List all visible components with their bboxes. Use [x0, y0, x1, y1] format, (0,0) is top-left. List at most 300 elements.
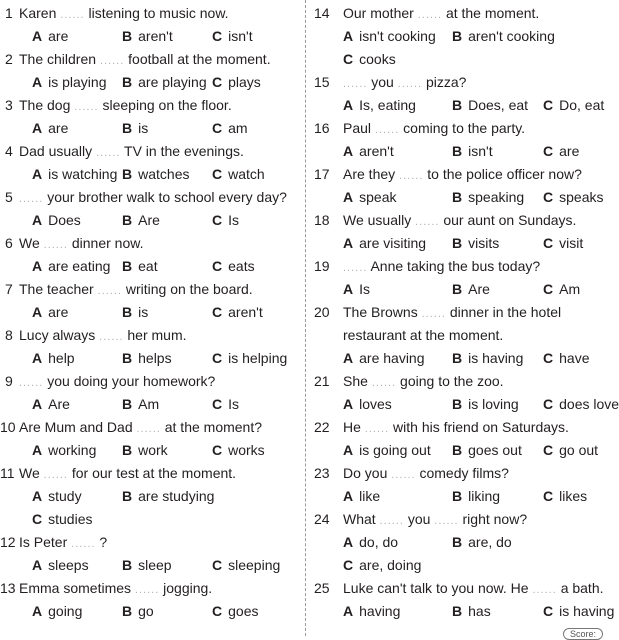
stem-text: our aunt on Sundays.	[443, 212, 577, 228]
option-text: speaks	[559, 189, 604, 205]
option-letter: C	[543, 189, 554, 205]
stem-text: sleeping on the floor.	[102, 97, 232, 113]
option-text: aren't	[359, 143, 394, 159]
option-text: cooks	[359, 51, 396, 67]
question-number: 19	[314, 258, 330, 274]
question-stem	[314, 462, 611, 485]
answer-options	[0, 508, 300, 531]
option-text: speak	[359, 189, 397, 205]
option-letter: A	[32, 442, 43, 458]
question-number: 11	[0, 465, 15, 481]
option-letter: A	[32, 258, 43, 274]
option-a[interactable]	[32, 347, 75, 370]
option-text: Is	[228, 212, 240, 228]
option-letter: A	[343, 396, 354, 412]
stem-text: restaurant at the moment.	[343, 327, 504, 343]
option-b[interactable]	[452, 140, 493, 163]
stem-text: The dog	[19, 97, 71, 113]
answer-options	[0, 393, 300, 416]
option-text: Are	[48, 396, 70, 412]
answer-gap: ......	[379, 515, 404, 527]
option-a[interactable]	[32, 71, 107, 94]
question-stem	[314, 255, 611, 278]
option-text: is having	[559, 603, 615, 619]
answer-options	[0, 163, 300, 186]
option-text: aren't	[228, 304, 263, 320]
answer-gap: ......	[97, 285, 122, 297]
option-text: goes	[228, 603, 259, 619]
option-letter: A	[343, 189, 354, 205]
option-letter: B	[122, 442, 133, 458]
option-letter: B	[122, 28, 133, 44]
question-number: 12	[0, 534, 16, 550]
stem-text: Are they	[343, 166, 396, 182]
option-letter: C	[212, 350, 223, 366]
option-text: having	[359, 603, 401, 619]
question-stem	[314, 416, 611, 439]
answer-gap: ......	[74, 101, 99, 113]
option-letter: A	[32, 557, 43, 573]
option-text: sleeping	[228, 557, 281, 573]
option-a[interactable]	[343, 439, 431, 462]
option-letter: B	[452, 534, 463, 550]
stem-text: coming to the party.	[403, 120, 526, 136]
option-b[interactable]	[122, 554, 172, 577]
answer-options	[0, 485, 300, 508]
option-letter: B	[122, 603, 133, 619]
option-b[interactable]	[452, 232, 499, 255]
option-c[interactable]	[212, 163, 265, 186]
question-number: 2	[5, 51, 13, 67]
question-stem	[314, 301, 611, 324]
option-text: study	[48, 488, 82, 504]
answer-options	[314, 531, 611, 554]
option-letter: A	[343, 488, 354, 504]
question-stem	[0, 94, 300, 117]
stem-text: dinner in the hotel	[449, 304, 562, 320]
question-number: 6	[5, 235, 13, 251]
option-letter: A	[343, 235, 354, 251]
answer-options	[0, 117, 300, 140]
option-a[interactable]	[343, 25, 436, 48]
option-letter: B	[122, 120, 133, 136]
questions-right-column	[314, 2, 619, 623]
option-c[interactable]	[543, 439, 598, 462]
option-a[interactable]	[32, 301, 68, 324]
option-text: speaking	[468, 189, 525, 205]
answer-gap: ......	[399, 170, 424, 182]
stem-text: a bath.	[560, 580, 604, 596]
option-text: Am	[559, 281, 581, 297]
option-b[interactable]	[122, 301, 148, 324]
answer-gap: ......	[343, 262, 368, 274]
option-a[interactable]	[32, 600, 82, 623]
option-b[interactable]	[122, 117, 148, 140]
option-text: is having	[468, 350, 524, 366]
option-a[interactable]	[343, 393, 392, 416]
option-c[interactable]	[343, 48, 396, 71]
option-letter: B	[122, 396, 133, 412]
option-a[interactable]	[32, 117, 68, 140]
option-letter: C	[543, 143, 554, 159]
question-stem	[314, 577, 611, 600]
stem-text: dinner now.	[71, 235, 144, 251]
option-a[interactable]	[343, 600, 400, 623]
option-c[interactable]	[212, 347, 287, 370]
stem-text: Luke can't talk to you now. He	[343, 580, 529, 596]
stem-text: right now?	[462, 511, 528, 527]
question-number: 3	[5, 97, 13, 113]
option-letter: B	[122, 258, 133, 274]
answer-gap: ......	[19, 377, 44, 389]
option-letter: A	[32, 74, 43, 90]
stem-text: you	[371, 74, 394, 90]
option-text: helps	[138, 350, 172, 366]
column-divider	[305, 0, 306, 636]
option-text: plays	[228, 74, 261, 90]
stem-text: ?	[99, 534, 108, 550]
answer-gap: ......	[43, 469, 68, 481]
answer-gap: ......	[532, 584, 557, 596]
stem-text: writing on the board.	[125, 281, 253, 297]
stem-text: Lucy always	[19, 327, 96, 343]
answer-options	[314, 140, 611, 163]
option-letter: C	[543, 396, 554, 412]
option-text: Do, eat	[559, 97, 605, 113]
stem-text: Karen	[19, 5, 57, 21]
answer-gap: ......	[134, 584, 160, 596]
question-number: 23	[314, 465, 330, 481]
option-b[interactable]	[122, 25, 173, 48]
option-c[interactable]	[32, 508, 92, 531]
option-text: works	[228, 442, 265, 458]
answer-gap: ......	[136, 423, 161, 435]
question-number: 9	[5, 373, 13, 389]
question-number: 20	[314, 304, 330, 320]
question-number: 8	[5, 327, 13, 343]
option-b[interactable]	[452, 278, 490, 301]
option-b[interactable]	[452, 485, 500, 508]
option-letter: C	[32, 511, 43, 527]
question-stem	[314, 117, 611, 140]
option-text: is playing	[48, 74, 107, 90]
answer-gap: ......	[417, 9, 443, 21]
option-letter: A	[343, 97, 354, 113]
option-c[interactable]	[212, 255, 255, 278]
option-text: isn't	[468, 143, 493, 159]
option-a[interactable]	[343, 531, 398, 554]
option-text: Does	[48, 212, 81, 228]
stem-text: at the moment?	[164, 419, 263, 435]
option-b[interactable]	[452, 439, 522, 462]
stem-text: comedy films?	[419, 465, 509, 481]
option-c[interactable]	[212, 117, 248, 140]
answer-gap: ......	[99, 55, 125, 67]
question-stem	[0, 2, 300, 25]
answer-options	[0, 554, 300, 577]
option-a[interactable]	[343, 278, 370, 301]
option-a[interactable]	[343, 140, 394, 163]
option-text: are studying	[138, 488, 215, 504]
answer-gap: ......	[19, 193, 44, 205]
option-c[interactable]	[543, 278, 580, 301]
option-text: isn't	[228, 28, 253, 44]
stem-text: He	[343, 419, 361, 435]
question-stem	[314, 71, 611, 94]
option-b[interactable]	[122, 347, 172, 370]
option-text: likes	[559, 488, 588, 504]
option-text: eat	[138, 258, 158, 274]
option-a[interactable]	[32, 255, 110, 278]
option-c[interactable]	[212, 600, 258, 623]
option-b[interactable]	[452, 531, 512, 554]
option-b[interactable]	[452, 94, 528, 117]
answer-options	[314, 347, 611, 370]
option-b[interactable]	[452, 186, 524, 209]
option-letter: C	[543, 350, 554, 366]
option-a[interactable]	[32, 439, 96, 462]
stem-text: The teacher	[19, 281, 94, 297]
question-number: 5	[5, 189, 13, 205]
option-letter: C	[543, 603, 554, 619]
option-c[interactable]	[543, 94, 604, 117]
option-a[interactable]	[343, 485, 380, 508]
option-b[interactable]	[122, 485, 214, 508]
option-b[interactable]	[122, 393, 159, 416]
option-text: is	[138, 120, 149, 136]
stem-text: We usually	[343, 212, 412, 228]
option-letter: C	[343, 557, 354, 573]
option-text: does love	[559, 396, 619, 412]
option-b[interactable]	[122, 209, 160, 232]
option-c[interactable]	[212, 393, 239, 416]
option-letter: B	[452, 235, 463, 251]
option-text: like	[359, 488, 381, 504]
stem-text: with his friend on Saturdays.	[393, 419, 569, 435]
answer-options	[0, 209, 300, 232]
option-text: sleep	[138, 557, 172, 573]
option-b[interactable]	[452, 393, 519, 416]
option-a[interactable]	[343, 94, 416, 117]
option-letter: B	[122, 304, 133, 320]
option-c[interactable]	[543, 393, 619, 416]
option-letter: C	[543, 235, 554, 251]
option-letter: A	[32, 396, 43, 412]
option-letter: B	[452, 442, 463, 458]
option-letter: A	[343, 603, 354, 619]
question-stem	[314, 163, 611, 186]
option-letter: C	[212, 166, 223, 182]
option-b[interactable]	[452, 347, 523, 370]
option-c[interactable]	[543, 600, 614, 623]
option-c[interactable]	[543, 347, 589, 370]
question-stem	[0, 278, 300, 301]
option-c[interactable]	[212, 301, 263, 324]
option-a[interactable]	[32, 485, 82, 508]
option-letter: B	[452, 143, 463, 159]
option-letter: C	[543, 281, 554, 297]
option-letter: C	[543, 488, 554, 504]
question-number: 17	[314, 166, 330, 182]
option-text: Am	[138, 396, 160, 412]
option-a[interactable]	[32, 393, 70, 416]
option-b[interactable]	[122, 71, 207, 94]
stem-text: you	[407, 511, 431, 527]
option-letter: C	[212, 258, 223, 274]
option-letter: C	[212, 74, 223, 90]
stem-text: Anne taking the bus today?	[370, 258, 541, 274]
option-b[interactable]	[452, 600, 491, 623]
answer-options	[314, 25, 611, 48]
stem-text: We	[19, 235, 40, 251]
stem-text: for our test at the moment.	[71, 465, 237, 481]
option-letter: B	[452, 97, 463, 113]
option-letter: A	[343, 281, 354, 297]
question-stem	[0, 577, 300, 600]
option-letter: B	[122, 350, 133, 366]
option-letter: B	[452, 350, 463, 366]
option-text: is going out	[359, 442, 431, 458]
option-a[interactable]	[32, 163, 117, 186]
question-stem	[0, 416, 300, 439]
option-letter: A	[32, 166, 43, 182]
question-number: 14	[314, 5, 330, 21]
question-number: 13	[0, 580, 16, 596]
answer-gap: ......	[397, 78, 423, 90]
score-box: Score:	[563, 628, 603, 640]
option-c[interactable]	[212, 25, 253, 48]
option-letter: B	[452, 28, 463, 44]
option-a[interactable]	[32, 209, 81, 232]
answer-options	[314, 94, 611, 117]
stem-text: Do you	[343, 465, 388, 481]
option-letter: A	[343, 28, 354, 44]
stem-text: pizza?	[425, 74, 467, 90]
option-letter: B	[452, 603, 463, 619]
stem-text: The Browns	[343, 304, 418, 320]
option-a[interactable]	[343, 232, 426, 255]
option-c[interactable]	[543, 232, 583, 255]
option-letter: C	[212, 442, 223, 458]
option-text: am	[228, 120, 248, 136]
answer-gap: ......	[374, 124, 400, 136]
option-c[interactable]	[543, 186, 603, 209]
option-text: aren't cooking	[468, 28, 555, 44]
option-c[interactable]	[212, 554, 280, 577]
option-c[interactable]	[343, 554, 421, 577]
answer-gap: ......	[43, 239, 68, 251]
option-text: Is	[359, 281, 371, 297]
option-text: are having	[359, 350, 425, 366]
answer-options	[314, 554, 611, 577]
option-letter: A	[343, 143, 354, 159]
option-c[interactable]	[212, 209, 239, 232]
option-b[interactable]	[452, 25, 555, 48]
option-b[interactable]	[122, 163, 189, 186]
option-c[interactable]	[543, 140, 579, 163]
option-letter: A	[343, 442, 354, 458]
option-letter: A	[32, 212, 43, 228]
answer-options	[314, 600, 615, 623]
option-text: are, doing	[359, 557, 422, 573]
stem-text: Our mother	[343, 5, 414, 21]
option-text: Is	[228, 396, 240, 412]
stem-text: Are Mum and Dad	[19, 419, 133, 435]
option-text: going	[48, 603, 83, 619]
question-number: 22	[314, 419, 330, 435]
answer-options	[314, 278, 611, 301]
question-number: 16	[314, 120, 330, 136]
option-text: are	[48, 304, 69, 320]
option-text: Are	[468, 281, 490, 297]
stem-text: She	[343, 373, 368, 389]
question-stem	[314, 370, 611, 393]
answer-gap: ......	[60, 9, 85, 21]
stem-text: Dad usually	[19, 143, 93, 159]
option-text: Does, eat	[468, 97, 529, 113]
answer-options	[314, 393, 619, 416]
option-letter: A	[32, 120, 43, 136]
stem-text: The children	[19, 51, 97, 67]
option-letter: A	[32, 350, 43, 366]
question-number: 25	[314, 580, 330, 596]
option-text: sleeps	[48, 557, 89, 573]
option-a[interactable]	[343, 186, 396, 209]
answer-gap: ......	[415, 216, 440, 228]
answer-options	[314, 186, 611, 209]
option-text: watches	[138, 166, 190, 182]
answer-options	[314, 232, 611, 255]
option-letter: B	[452, 281, 463, 297]
option-text: liking	[468, 488, 501, 504]
question-stem	[0, 186, 300, 209]
option-letter: B	[452, 488, 463, 504]
option-text: isn't cooking	[359, 28, 436, 44]
option-letter: B	[122, 557, 133, 573]
stem-text: you doing your homework?	[47, 373, 216, 389]
option-letter: B	[452, 189, 463, 205]
option-text: are	[559, 143, 580, 159]
stem-text: going to the zoo.	[400, 373, 504, 389]
question-stem	[314, 209, 611, 232]
answer-options	[0, 301, 300, 324]
option-c[interactable]	[212, 71, 261, 94]
option-letter: C	[543, 442, 554, 458]
option-text: goes out	[468, 442, 522, 458]
option-text: help	[48, 350, 75, 366]
answer-options	[0, 600, 300, 623]
option-letter: A	[32, 28, 43, 44]
question-stem	[314, 2, 611, 25]
option-b[interactable]	[122, 255, 158, 278]
answer-gap: ......	[71, 538, 96, 550]
question-stem	[0, 370, 300, 393]
option-c[interactable]	[212, 439, 265, 462]
answer-gap: ......	[96, 147, 121, 159]
option-text: are eating	[48, 258, 111, 274]
option-text: is	[138, 304, 149, 320]
option-b[interactable]	[122, 439, 168, 462]
option-a[interactable]	[32, 25, 68, 48]
option-b[interactable]	[122, 600, 154, 623]
option-text: studies	[48, 511, 93, 527]
question-stem	[0, 462, 300, 485]
option-c[interactable]	[543, 485, 587, 508]
question-number: 18	[314, 212, 330, 228]
question-stem	[0, 140, 300, 163]
option-a[interactable]	[343, 347, 425, 370]
option-a[interactable]	[32, 554, 89, 577]
